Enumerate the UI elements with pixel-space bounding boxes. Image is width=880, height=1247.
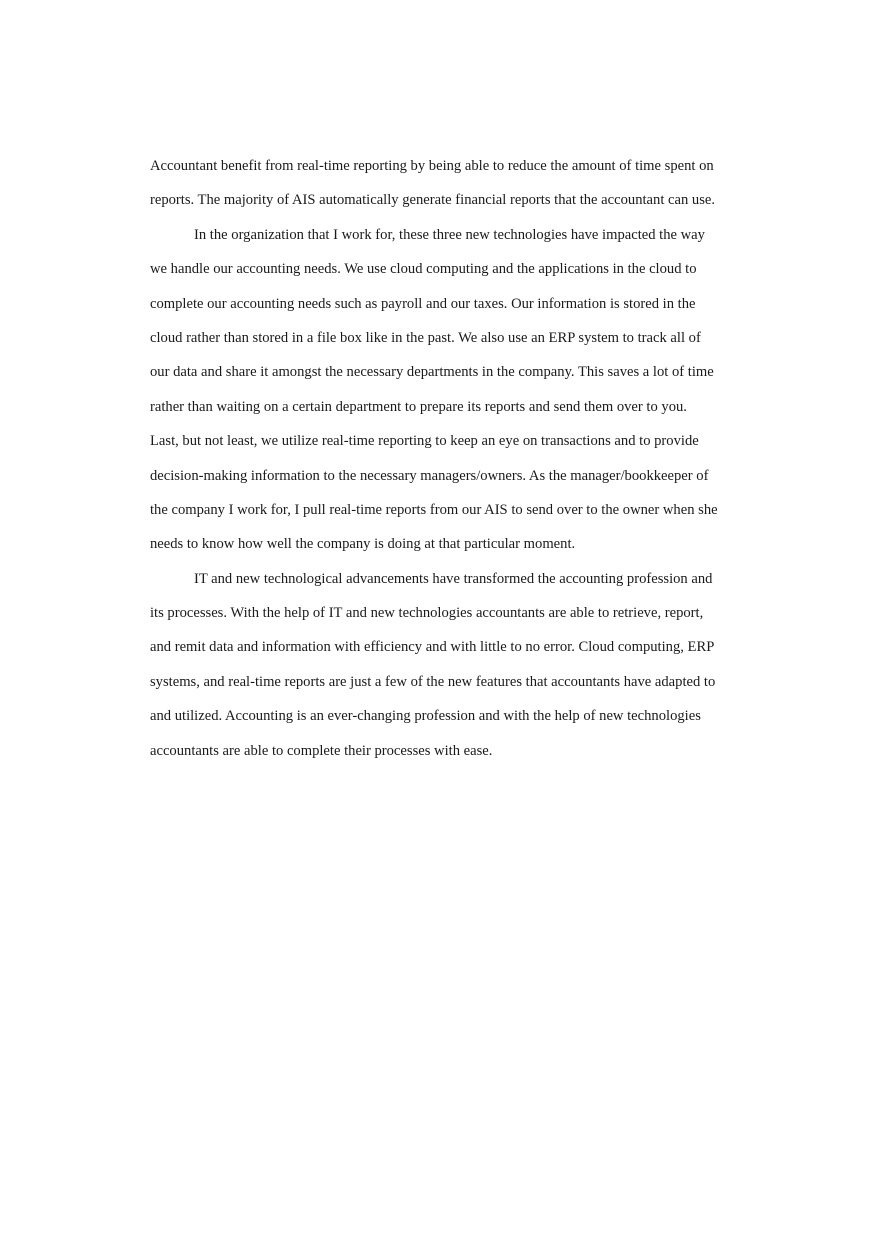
text-line: reports. The majority of AIS automatically generate financial reports that the accountant can use. [150,192,716,209]
text-line: cloud rather than stored in a file box like in the past. We also use an ERP system to track all of [150,329,701,346]
text-line: systems, and real-time reports are just a few of the new features that accountants have adapted to [150,673,716,690]
paragraph-first-line: IT and new technological advancements have transformed the accounting profession and [194,570,713,587]
paragraph-first-line: In the organization that I work for, these three new technologies have impacted the way [194,226,705,243]
text-line: complete our accounting needs such as payroll and our taxes. Our information is stored in the [150,295,696,312]
text-line: needs to know how well the company is doing at that particular moment. [150,536,576,553]
text-line: its processes. With the help of IT and new technologies accountants are able to retrieve, report, [150,605,704,622]
text-line: the company I work for, I pull real-time reports from our AIS to send over to the owner when she [150,501,718,518]
text-line: rather than waiting on a certain department to prepare its reports and send them over to you. [150,398,687,415]
text-line: accountants are able to complete their processes with ease. [150,742,493,759]
body-text [150,149,740,768]
text-line: decision-making information to the necessary managers/owners. As the manager/bookkeeper of [150,467,709,484]
text-line: we handle our accounting needs. We use cloud computing and the applications in the cloud to [150,261,697,278]
text-line: our data and share it amongst the necessary departments in the company. This saves a lot of time [150,364,714,381]
text-line: and remit data and information with efficiency and with little to no error. Cloud computing, ERP [150,639,715,656]
text-line: and utilized. Accounting is an ever-changing profession and with the help of new technologies [150,708,701,725]
text-line: Accountant benefit from real-time reporting by being able to reduce the amount of time spent on [150,158,714,174]
text-line: Last, but not least, we utilize real-time reporting to keep an eye on transactions and to provide [150,433,699,450]
